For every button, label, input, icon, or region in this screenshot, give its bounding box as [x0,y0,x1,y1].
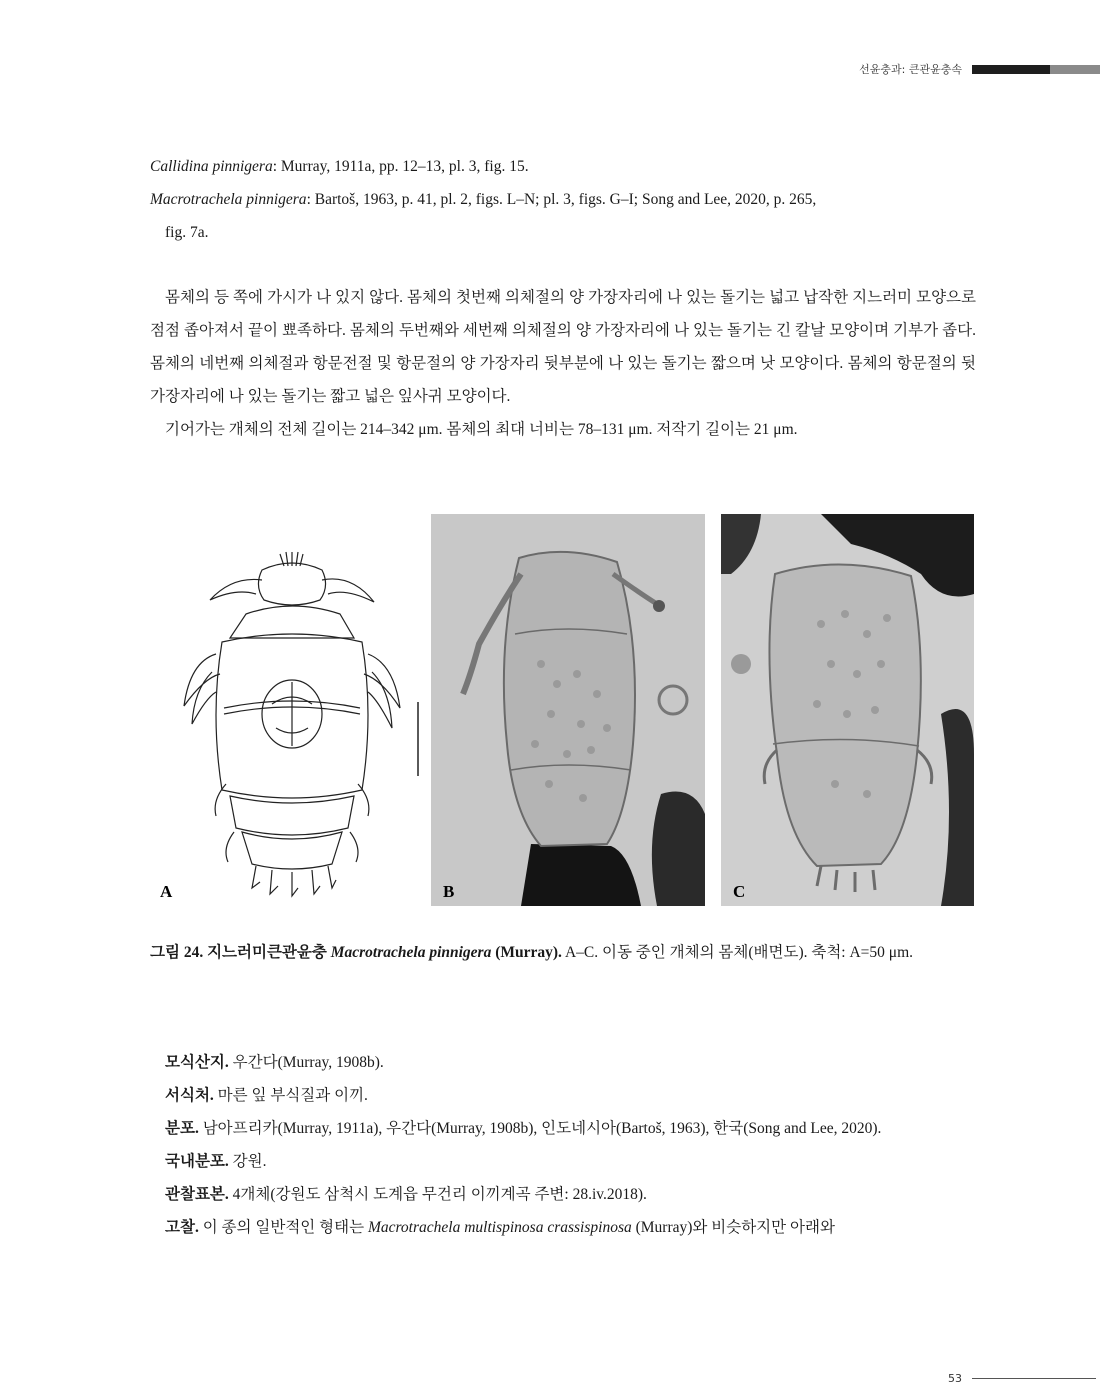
micrograph-c [721,514,974,906]
page-footer [948,1372,1096,1385]
synonym-citation-continued: fig. 7a. [165,224,209,241]
figure-panel-a-drawing [150,514,425,906]
remarks [150,1211,976,1244]
distribution-label: 분포. [165,1120,199,1137]
measurement-paragraph: 기어가는 개체의 전체 길이는 214–342 μm. 몸체의 최대 너비는 78–131 μm. 저작기 길이는 21 μm. [165,421,798,438]
running-header [859,62,1100,76]
synonym-citation: : Bartoš, 1963, p. 41, pl. 2, figs. L–N; pl. 3, figs. G–I; Song and Lee, 2020, p. 265, [306,191,817,208]
caption-figure-number: 그림 24. 지느러미큰관윤충 [150,944,327,961]
figure-24 [150,514,976,906]
synonym-name: Callidina pinnigera [150,158,273,175]
remarks-text-post: (Murray)와 비슷하지만 아래와 [631,1219,835,1236]
header-bar-dark [972,65,1050,74]
habitat [150,1079,976,1112]
material-examined-text: 4개체(강원도 삼척시 도계읍 무건리 이끼계곡 주변: 28.iv.2018). [228,1186,647,1203]
figure-panel-c-photo [721,514,974,906]
type-locality [150,1046,976,1079]
domestic-distribution [150,1145,976,1178]
synonym-name: Macrotrachela pinnigera [150,191,307,208]
footer-rule [972,1378,1096,1379]
domestic-distribution-label: 국내분포. [165,1153,229,1170]
remarks-label: 고찰. [165,1219,199,1236]
distribution [150,1112,976,1145]
remarks-species-name: Macrotrachela multispinosa crassispinosa [367,1219,632,1236]
remarks-text-pre: 이 종의 일반적인 형태는 [198,1219,368,1236]
synonymy-list [150,150,976,249]
synonym-citation: : Murray, 1911a, pp. 12–13, pl. 3, fig. 15. [272,158,529,175]
panel-label-a: A [160,882,173,901]
habitat-label: 서식처. [165,1087,214,1104]
caption-text: A–C. 이동 중인 개체의 몸체(배면도). 축척: A=50 μm. [561,944,914,961]
distribution-text: 남아프리카(Murray, 1911a), 우간다(Murray, 1908b), 인도네시아(Bartoš, 1963), 한국(Song and Lee, 2020). [198,1120,882,1137]
description-paragraph: 몸체의 등 쪽에 가시가 나 있지 않다. 몸체의 첫번째 의체절의 양 가장자리에 나 있는 돌기는 넓고 납작한 지느러미 모양으로 점점 좁아져서 끝이 뾰족하다. 몸체의 두번째와 세번째 의체절의 양 가장자리에 나 있는 돌기는 긴 칼날 모양이며 기부가 좁다. 몸체의 네번째 의체절과 항문전절 및 항문절의 양 가장자리 뒷부분에 나 있는 돌기는 짧으며 낫 모양이다. 몸체의 항문절의 뒷가장자리에 나 있는 돌기는 짧고 넓은 잎사귀 모양이다. [150,289,976,405]
type-locality-text: 우간다(Murray, 1908b). [228,1054,384,1071]
figure-panel-b-photo [431,514,705,906]
panel-label-b: B [443,882,455,901]
habitat-text: 마른 잎 부식질과 이끼. [213,1087,368,1104]
panel-label-c: C [733,882,746,901]
micrograph-b [431,514,705,906]
header-bar-gray [1050,65,1100,74]
material-examined [150,1178,976,1211]
rotifer-line-drawing [150,514,425,906]
material-examined-label: 관찰표본. [165,1186,229,1203]
description [150,281,976,446]
running-title: 선윤충과: 큰관윤충속 [859,63,962,76]
page-number: 53 [948,1372,962,1385]
domestic-distribution-text: 강원. [228,1153,267,1170]
taxon-details [150,1046,976,1244]
synonym-entry [150,150,976,183]
caption-species-name: Macrotrachela pinnigera [330,944,492,961]
synonym-entry [150,183,976,216]
type-locality-label: 모식산지. [165,1054,229,1071]
caption-author: (Murray). [495,944,562,961]
figure-caption [150,936,976,969]
